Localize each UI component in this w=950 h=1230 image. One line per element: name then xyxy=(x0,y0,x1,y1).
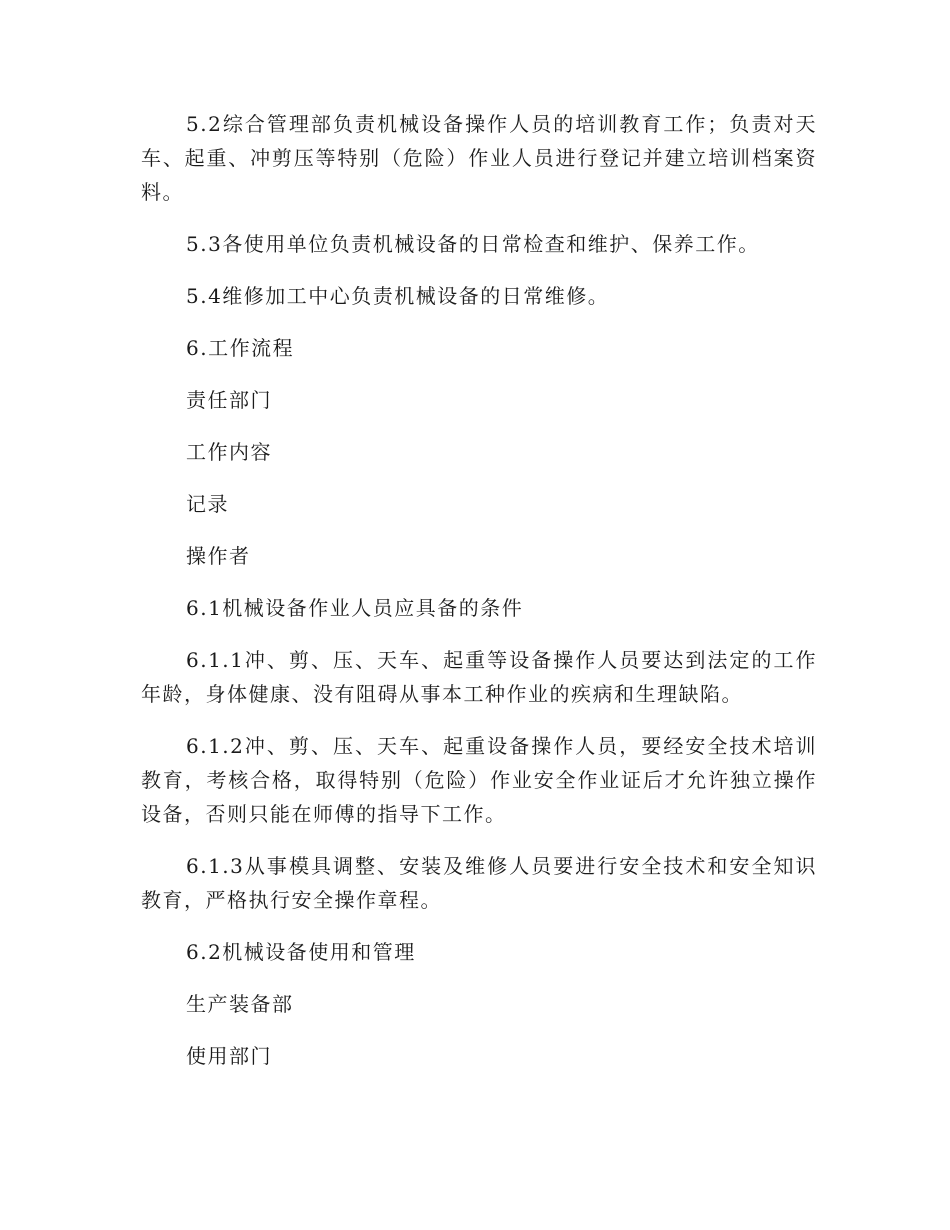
section-heading-6: 6.工作流程 xyxy=(186,336,295,360)
flow-label-user-dept: 使用部门 xyxy=(186,1044,272,1068)
flow-label-production-equipment-dept: 生产装备部 xyxy=(186,992,294,1016)
flow-label-work-content: 工作内容 xyxy=(186,440,272,464)
flow-label-record: 记录 xyxy=(186,492,229,516)
document-body xyxy=(141,107,817,1091)
paragraph-5-4: 5.4维修加工中心负责机械设备的日常维修。 xyxy=(186,284,610,308)
paragraph-5-2: 5.2综合管理部负责机械设备操作人员的培训教育工作；负责对天车、起重、冲剪压等特别（危险）作业人员进行登记并建立培训档案资料。 xyxy=(141,112,817,204)
paragraph-6-1-3: 6.1.3从事模具调整、安装及维修人员要进行安全技术和安全知识教育，严格执行安全操作章程。 xyxy=(141,854,817,912)
flow-label-responsible-dept: 责任部门 xyxy=(186,388,272,412)
paragraph-6-1-1: 6.1.1冲、剪、压、天车、起重等设备操作人员要达到法定的工作年龄，身体健康、没有阻碍从事本工种作业的疾病和生理缺陷。 xyxy=(141,648,817,706)
section-heading-6-2: 6.2机械设备使用和管理 xyxy=(186,940,416,964)
section-heading-6-1: 6.1机械设备作业人员应具备的条件 xyxy=(186,596,524,620)
paragraph-5-3: 5.3各使用单位负责机械设备的日常检查和维护、保养工作。 xyxy=(186,232,760,256)
paragraph-6-1-2: 6.1.2冲、剪、压、天车、起重设备操作人员，要经安全技术培训教育，考核合格，取得特别（危险）作业安全作业证后才允许独立操作设备，否则只能在师傅的指导下工作。 xyxy=(141,734,817,826)
flow-label-operator: 操作者 xyxy=(186,544,251,568)
